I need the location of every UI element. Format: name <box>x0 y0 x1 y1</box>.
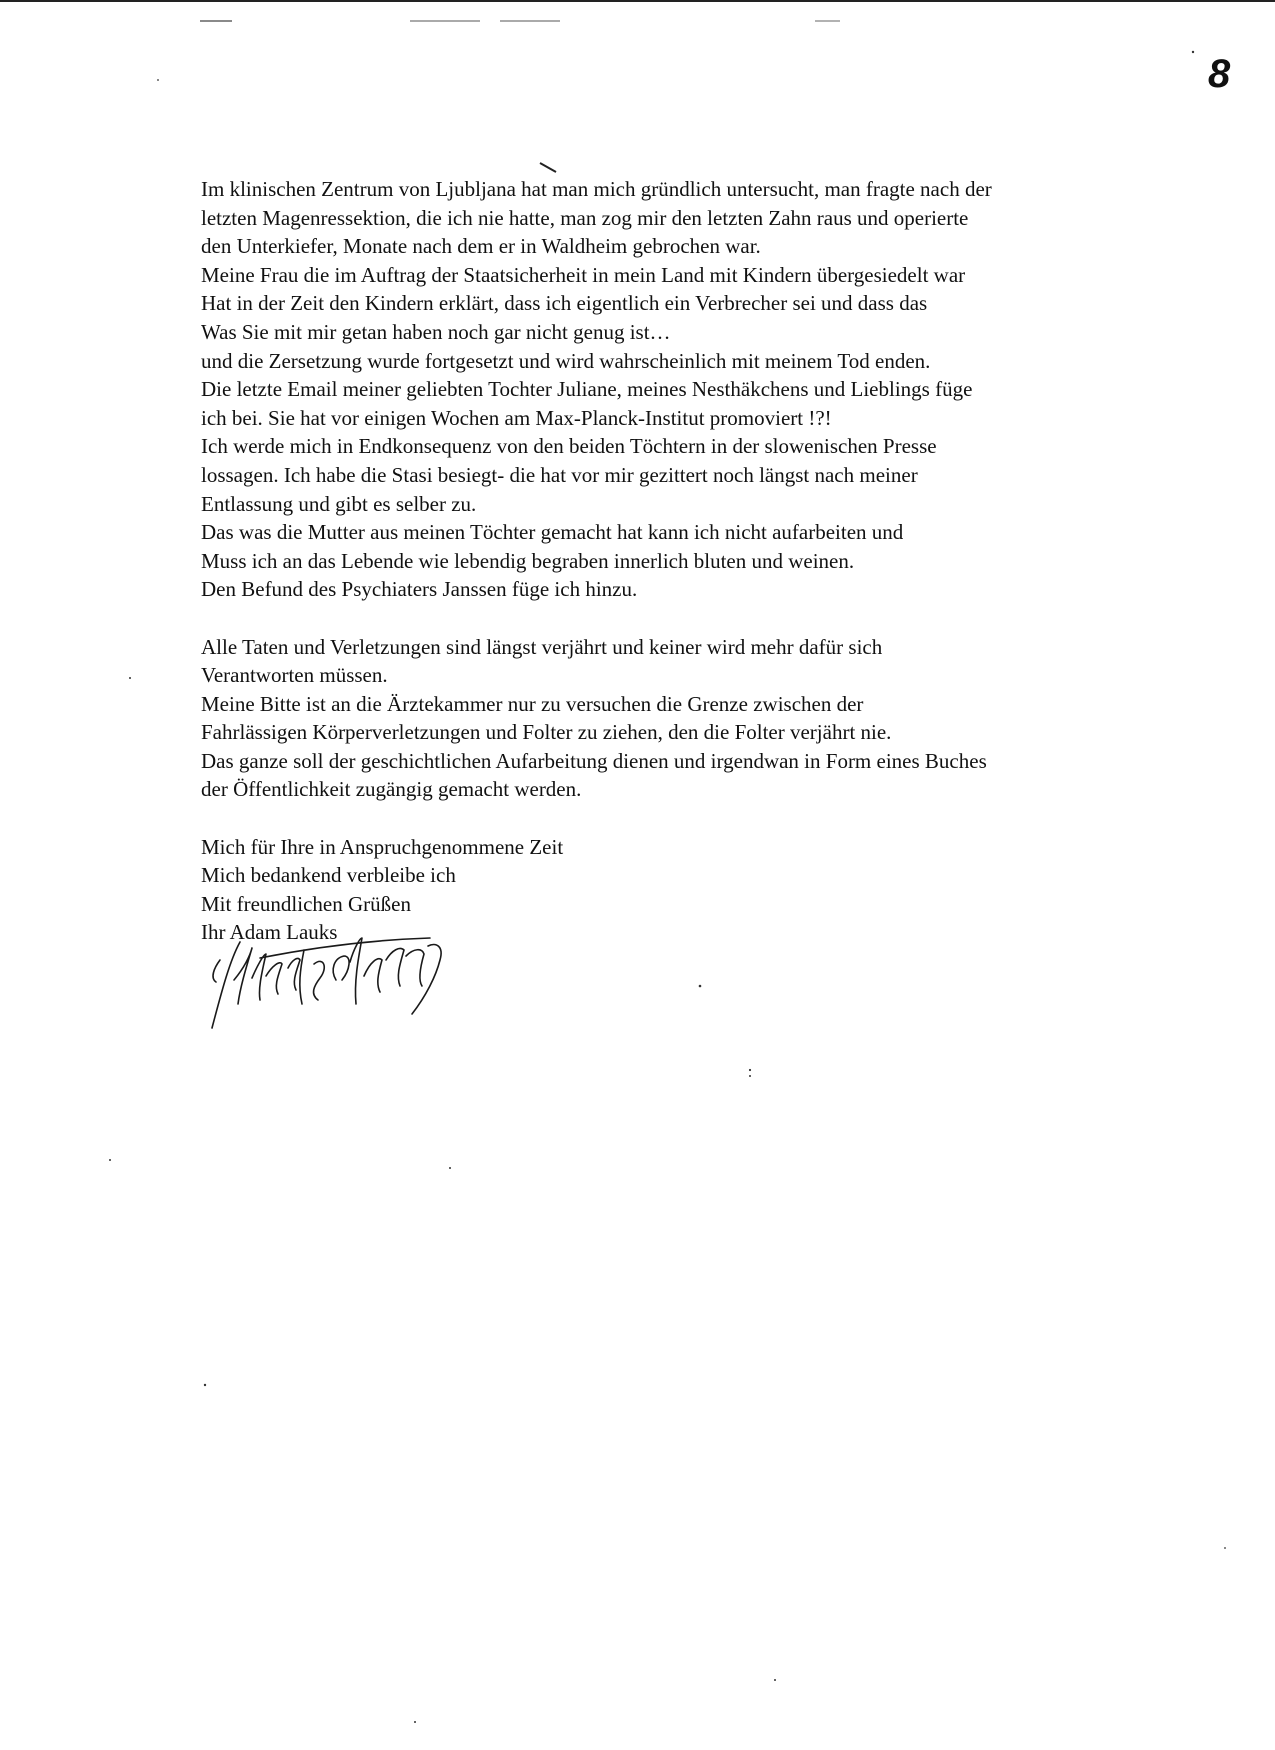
text-line: lossagen. Ich habe die Stasi besiegt- die hat vor mir gezittert noch längst nach meiner <box>201 462 918 487</box>
text-line: Das ganze soll der geschichtlichen Aufarbeitung dienen und irgendwan in Form eines Buches <box>201 748 987 773</box>
text-line: Ihr Adam Lauks <box>201 920 338 945</box>
text-line: Den Befund des Psychiaters Janssen füge ich hinzu. <box>201 577 638 602</box>
text-line: letzten Magenressektion, die ich nie hatte, man zog mir den letzten Zahn raus und operierte <box>201 205 969 230</box>
text-line: Mit freundlichen Grüßen <box>201 891 411 916</box>
text-line: den Unterkiefer, Monate nach dem er in Waldheim gebrochen war. <box>201 234 761 259</box>
text-line: Meine Frau die im Auftrag der Staatsicherheit in mein Land mit Kindern übergesiedelt war <box>201 262 966 287</box>
text-line: der Öffentlichkeit zugängig gemacht werden. <box>201 777 582 802</box>
paragraph-gap <box>201 804 1201 833</box>
letter-body <box>201 175 1201 947</box>
page-number: 8 <box>1208 52 1231 96</box>
text-line: Mich für Ihre in Anspruchgenommene Zeit <box>201 834 564 859</box>
text-line: Muss ich an das Lebende wie lebendig begraben innerlich bluten und weinen. <box>201 548 855 573</box>
paragraph-2 <box>201 633 1201 805</box>
text-line: Entlassung und gibt es selber zu. <box>201 491 477 516</box>
text-line: und die Zersetzung wurde fortgesetzt und wird wahrscheinlich mit meinem Tod enden. <box>201 348 931 373</box>
text-line: Im klinischen Zentrum von Ljubljana hat man mich gründlich untersucht, man fragte nach der <box>201 177 992 201</box>
text-line: Das was die Mutter aus meinen Töchter gemacht hat kann ich nicht aufarbeiten und <box>201 520 904 545</box>
text-line: Meine Bitte ist an die Ärztekammer nur zu versuchen die Grenze zwischen der <box>201 691 864 716</box>
text-line: Hat in der Zeit den Kindern erklärt, dass ich eigentlich ein Verbrecher sei und dass das <box>201 291 928 316</box>
text-line: ich bei. Sie hat vor einigen Wochen am Max-Planck-Institut promoviert !?! <box>201 405 832 430</box>
paragraph-gap <box>201 604 1201 633</box>
text-line: Alle Taten und Verletzungen sind längst verjährt und keiner wird mehr dafür sich <box>201 634 883 659</box>
text-line: Verantworten müssen. <box>201 663 388 688</box>
scan-edge-artifact <box>0 0 1275 22</box>
text-line: Fahrlässigen Körperverletzungen und Folter zu ziehen, den die Folter verjährt nie. <box>201 720 892 745</box>
text-line: Mich bedankend verbleibe ich <box>201 863 456 888</box>
paragraph-1 <box>201 175 1201 604</box>
handwritten-signature <box>200 920 480 1040</box>
text-line: Die letzte Email meiner geliebten Tochter Juliane, meines Nesthäkchens und Lieblings füge <box>201 377 973 402</box>
text-line: Ich werde mich in Endkonsequenz von den beiden Töchtern in der slowenischen Presse <box>201 434 937 459</box>
text-line: Was Sie mit mir getan haben noch gar nicht genug ist… <box>201 319 671 344</box>
